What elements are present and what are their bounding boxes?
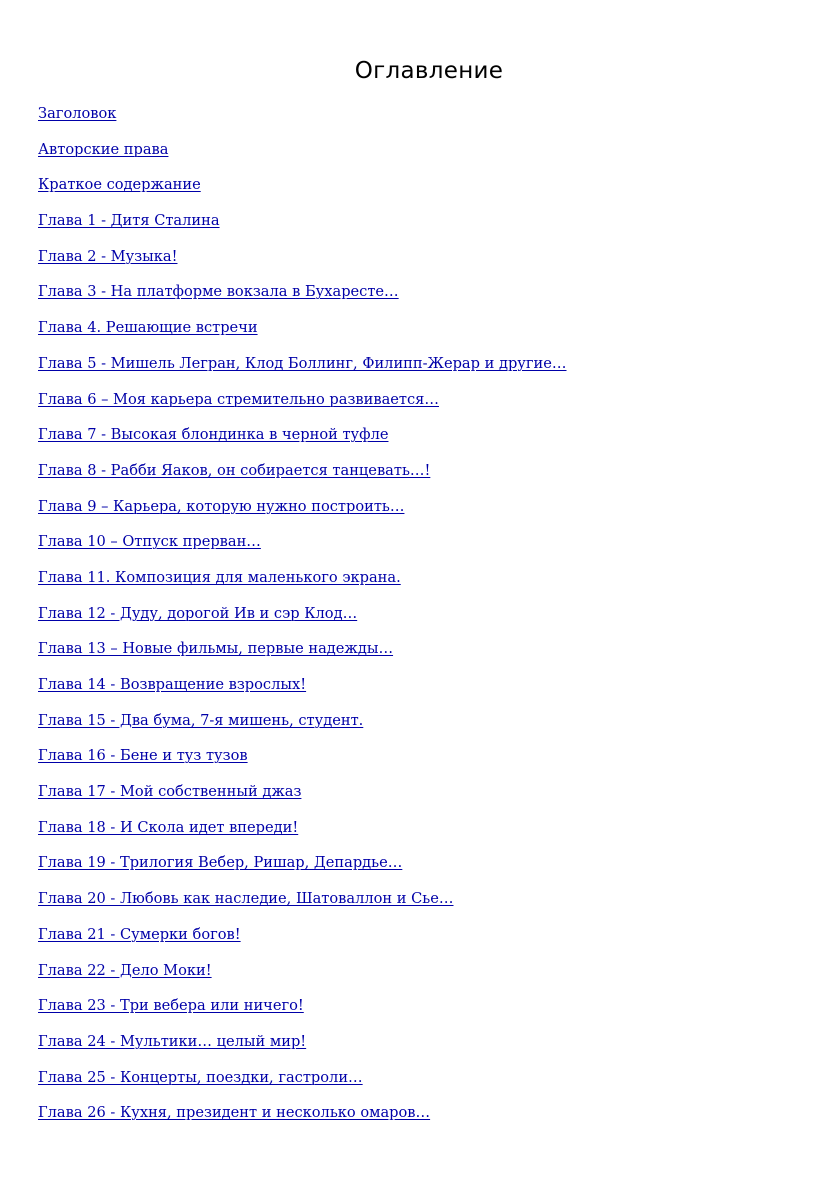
toc-entry bbox=[38, 853, 800, 889]
toc-link-title-page[interactable]: Заголовок bbox=[38, 105, 117, 122]
toc-link-chapter-9[interactable]: Глава 9 – Карьера, которую нужно построить… bbox=[38, 497, 405, 515]
page-title: Оглавление bbox=[354, 58, 504, 84]
toc-link-chapter-15[interactable]: Глава 15 - Два бума, 7-я мишень, студент. bbox=[38, 711, 364, 729]
toc-entry bbox=[38, 711, 800, 747]
toc-entry bbox=[38, 390, 800, 426]
toc-link-chapter-22[interactable]: Глава 22 - Дело Моки! bbox=[38, 961, 212, 979]
toc-entry bbox=[38, 354, 800, 390]
toc-entry bbox=[38, 318, 800, 354]
toc-entry bbox=[38, 604, 800, 640]
toc-entry bbox=[38, 639, 800, 675]
toc-link-chapter-10[interactable]: Глава 10 – Отпуск прерван… bbox=[38, 533, 261, 551]
toc-link-copyright[interactable]: Авторские права bbox=[38, 140, 169, 158]
toc-entry bbox=[38, 1032, 800, 1068]
toc-entry bbox=[38, 1068, 800, 1104]
toc-link-chapter-16[interactable]: Глава 16 - Бене и туз тузов bbox=[38, 747, 248, 765]
toc-link-chapter-11[interactable]: Глава 11. Композиция для маленького экрана. bbox=[38, 568, 401, 586]
toc-link-chapter-4[interactable]: Глава 4. Решающие встречи bbox=[38, 319, 258, 337]
toc-link-chapter-24[interactable]: Глава 24 - Мультики… целый мир! bbox=[38, 1032, 307, 1050]
toc-link-chapter-17[interactable]: Глава 17 - Мой собственный джаз bbox=[38, 783, 302, 801]
toc-entry bbox=[38, 247, 800, 283]
toc-entry bbox=[38, 782, 800, 818]
toc-link-chapter-18[interactable]: Глава 18 - И Скола идет впереди! bbox=[38, 818, 299, 836]
toc-entry bbox=[38, 746, 800, 782]
toc-link-chapter-23[interactable]: Глава 23 - Три вебера или ничего! bbox=[38, 997, 304, 1015]
toc-link-chapter-6[interactable]: Глава 6 – Моя карьера стремительно развивается… bbox=[38, 390, 439, 408]
toc-link-chapter-25[interactable]: Глава 25 - Концерты, поездки, гастроли… bbox=[38, 1068, 363, 1086]
toc-link-chapter-2[interactable]: Глава 2 - Музыка! bbox=[38, 247, 178, 265]
toc-link-chapter-13[interactable]: Глава 13 – Новые фильмы, первые надежды… bbox=[38, 640, 394, 658]
toc-link-chapter-8[interactable]: Глава 8 - Рабби Яаков, он собирается танцевать…! bbox=[38, 461, 431, 479]
toc-link-chapter-3[interactable]: Глава 3 - На платформе вокзала в Бухаресте… bbox=[38, 283, 399, 301]
toc-entry bbox=[38, 532, 800, 568]
toc-entry bbox=[38, 497, 800, 533]
toc-entry bbox=[38, 889, 800, 925]
toc-entry bbox=[38, 818, 800, 854]
toc-entry bbox=[38, 675, 800, 711]
toc-entry bbox=[38, 996, 800, 1032]
toc-entry bbox=[38, 925, 800, 961]
toc-entry bbox=[38, 211, 800, 247]
toc-entry bbox=[38, 140, 800, 176]
toc-entry bbox=[38, 175, 800, 211]
toc-link-chapter-1[interactable]: Глава 1 - Дитя Сталина bbox=[38, 212, 220, 230]
toc-entry bbox=[38, 282, 800, 318]
toc-link-chapter-20[interactable]: Глава 20 - Любовь как наследие, Шатоваллон и Сье… bbox=[38, 890, 454, 908]
toc-link-chapter-7[interactable]: Глава 7 - Высокая блондинка в черной туфле bbox=[38, 426, 389, 444]
toc-link-chapter-14[interactable]: Глава 14 - Возвращение взрослых! bbox=[38, 676, 307, 693]
toc-link-chapter-5[interactable]: Глава 5 - Мишель Легран, Клод Боллинг, Филипп-Жерар и другие… bbox=[38, 354, 567, 372]
toc-entry bbox=[38, 104, 800, 140]
toc-entry bbox=[38, 568, 800, 604]
table-of-contents bbox=[38, 104, 800, 1139]
toc-entry bbox=[38, 461, 800, 497]
toc-entry bbox=[38, 961, 800, 997]
toc-link-chapter-26[interactable]: Глава 26 - Кухня, президент и несколько омаров… bbox=[38, 1104, 431, 1122]
toc-link-chapter-12[interactable]: Глава 12 - Дуду, дорогой Ив и сэр Клод… bbox=[38, 604, 358, 622]
toc-entry bbox=[38, 425, 800, 461]
toc-link-summary[interactable]: Краткое содержание bbox=[38, 176, 201, 194]
toc-link-chapter-21[interactable]: Глава 21 - Сумерки богов! bbox=[38, 925, 241, 943]
toc-entry bbox=[38, 1103, 800, 1139]
toc-link-chapter-19[interactable]: Глава 19 - Трилогия Вебер, Ришар, Депардье… bbox=[38, 854, 403, 872]
